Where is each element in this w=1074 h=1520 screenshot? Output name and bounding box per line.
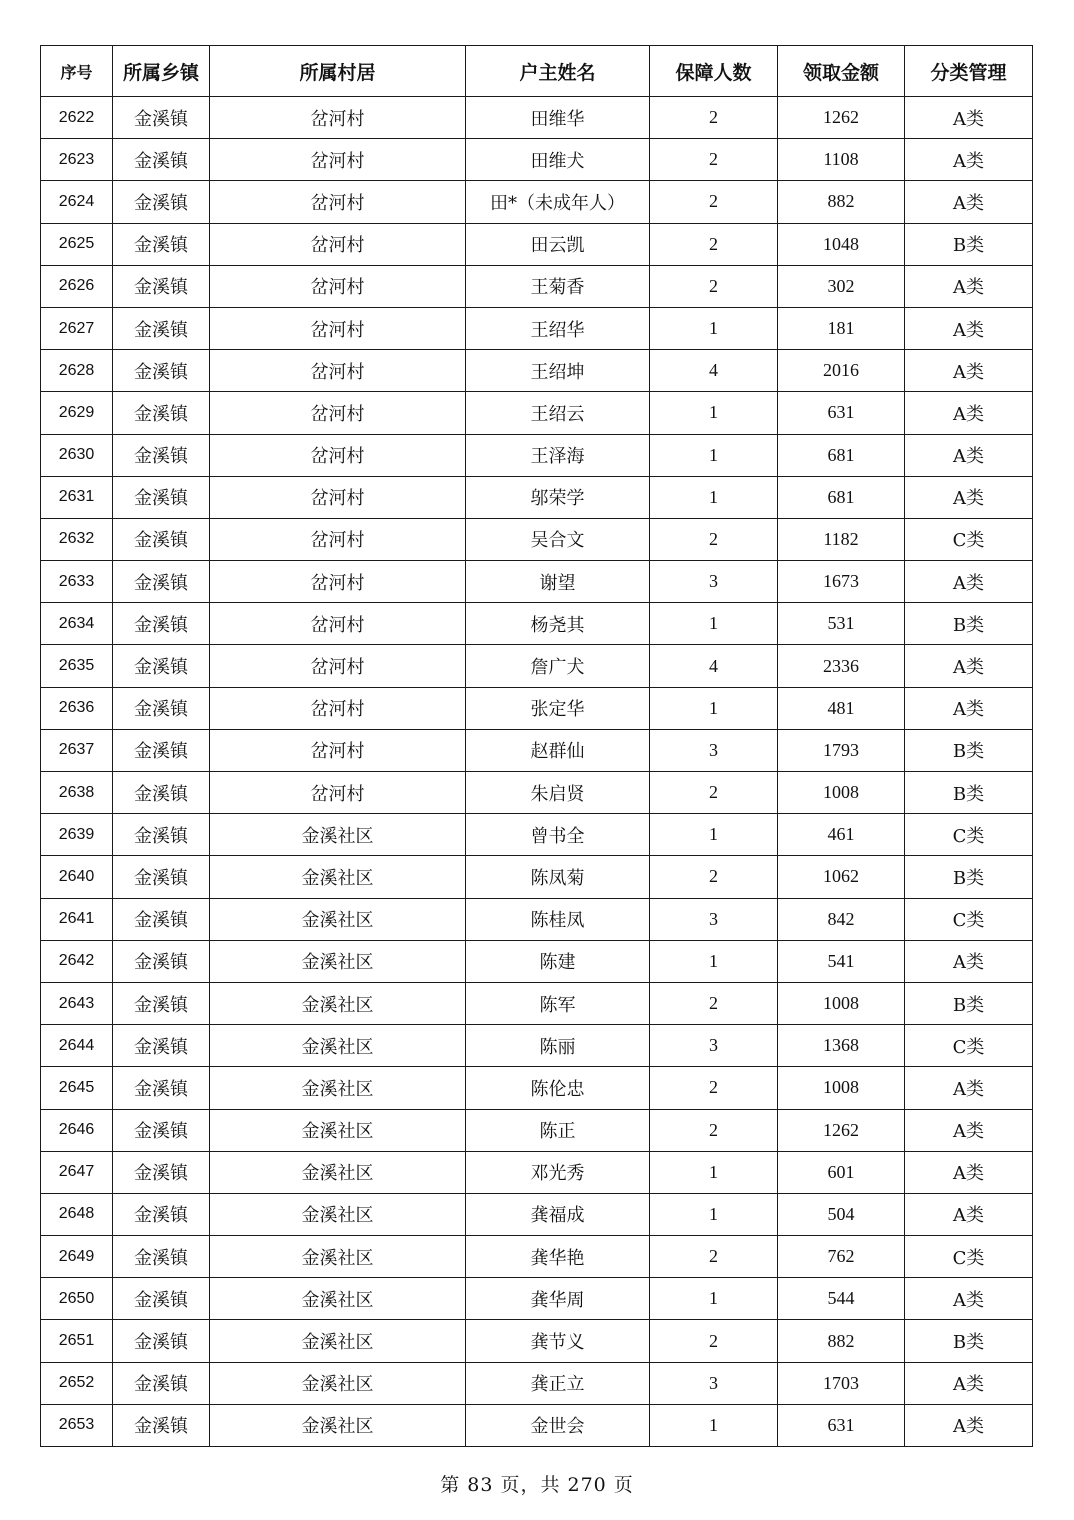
cell-category: A类 [905, 181, 1033, 223]
cell-covered-persons: 2 [650, 223, 778, 265]
cell-township: 金溪镇 [113, 940, 210, 982]
cell-village: 岔河村 [210, 561, 466, 603]
cell-serial-number: 2626 [41, 265, 113, 307]
table-body [41, 97, 1033, 1447]
cell-village: 岔河村 [210, 139, 466, 181]
header-amount: 领取金额 [778, 46, 905, 97]
cell-township: 金溪镇 [113, 856, 210, 898]
cell-amount: 681 [778, 434, 905, 476]
cell-household-head: 王泽海 [466, 434, 650, 476]
cell-village: 岔河村 [210, 307, 466, 349]
cell-amount: 1262 [778, 1109, 905, 1151]
cell-household-head: 曾书全 [466, 814, 650, 856]
cell-township: 金溪镇 [113, 139, 210, 181]
table-row [41, 1109, 1033, 1151]
cell-amount: 1703 [778, 1362, 905, 1404]
cell-category: A类 [905, 97, 1033, 139]
cell-township: 金溪镇 [113, 434, 210, 476]
cell-household-head: 谢望 [466, 561, 650, 603]
cell-category: A类 [905, 1067, 1033, 1109]
cell-village: 岔河村 [210, 181, 466, 223]
cell-serial-number: 2622 [41, 97, 113, 139]
cell-category: B类 [905, 603, 1033, 645]
table-row [41, 1151, 1033, 1193]
cell-household-head: 王菊香 [466, 265, 650, 307]
cell-covered-persons: 1 [650, 1404, 778, 1446]
table-row [41, 434, 1033, 476]
header-serial-number: 序号 [41, 46, 113, 97]
table-row [41, 1362, 1033, 1404]
cell-township: 金溪镇 [113, 687, 210, 729]
cell-village: 岔河村 [210, 603, 466, 645]
cell-township: 金溪镇 [113, 1404, 210, 1446]
cell-township: 金溪镇 [113, 814, 210, 856]
cell-household-head: 詹广犬 [466, 645, 650, 687]
cell-amount: 1108 [778, 139, 905, 181]
cell-household-head: 杨尧其 [466, 603, 650, 645]
cell-amount: 302 [778, 265, 905, 307]
header-covered-persons: 保障人数 [650, 46, 778, 97]
cell-amount: 1673 [778, 561, 905, 603]
cell-covered-persons: 3 [650, 1025, 778, 1067]
cell-village: 金溪社区 [210, 1236, 466, 1278]
cell-amount: 631 [778, 1404, 905, 1446]
cell-amount: 181 [778, 307, 905, 349]
cell-village: 岔河村 [210, 772, 466, 814]
table-row [41, 97, 1033, 139]
cell-household-head: 王绍坤 [466, 350, 650, 392]
cell-category: B类 [905, 1320, 1033, 1362]
assistance-roster-table [40, 45, 1033, 1447]
cell-serial-number: 2627 [41, 307, 113, 349]
cell-category: A类 [905, 940, 1033, 982]
cell-village: 金溪社区 [210, 1193, 466, 1235]
table-row [41, 1236, 1033, 1278]
cell-household-head: 田维犬 [466, 139, 650, 181]
cell-township: 金溪镇 [113, 729, 210, 771]
cell-village: 岔河村 [210, 392, 466, 434]
cell-serial-number: 2640 [41, 856, 113, 898]
cell-serial-number: 2624 [41, 181, 113, 223]
cell-township: 金溪镇 [113, 1067, 210, 1109]
cell-category: C类 [905, 1236, 1033, 1278]
cell-category: B类 [905, 856, 1033, 898]
cell-amount: 601 [778, 1151, 905, 1193]
cell-category: A类 [905, 1362, 1033, 1404]
cell-category: B类 [905, 729, 1033, 771]
cell-household-head: 陈军 [466, 982, 650, 1024]
cell-amount: 544 [778, 1278, 905, 1320]
cell-amount: 1008 [778, 982, 905, 1024]
cell-village: 金溪社区 [210, 1320, 466, 1362]
cell-household-head: 邓光秀 [466, 1151, 650, 1193]
cell-village: 岔河村 [210, 265, 466, 307]
cell-serial-number: 2642 [41, 940, 113, 982]
cell-village: 岔河村 [210, 223, 466, 265]
cell-township: 金溪镇 [113, 1278, 210, 1320]
table-row [41, 181, 1033, 223]
cell-covered-persons: 3 [650, 898, 778, 940]
cell-household-head: 赵群仙 [466, 729, 650, 771]
cell-household-head: 陈正 [466, 1109, 650, 1151]
cell-serial-number: 2633 [41, 561, 113, 603]
cell-household-head: 金世会 [466, 1404, 650, 1446]
cell-serial-number: 2639 [41, 814, 113, 856]
cell-household-head: 朱启贤 [466, 772, 650, 814]
cell-category: B类 [905, 982, 1033, 1024]
header-village: 所属村居 [210, 46, 466, 97]
table-row [41, 392, 1033, 434]
cell-household-head: 龚福成 [466, 1193, 650, 1235]
cell-serial-number: 2637 [41, 729, 113, 771]
table-row [41, 982, 1033, 1024]
cell-category: A类 [905, 139, 1033, 181]
cell-covered-persons: 2 [650, 1067, 778, 1109]
cell-township: 金溪镇 [113, 645, 210, 687]
cell-township: 金溪镇 [113, 392, 210, 434]
cell-amount: 1262 [778, 97, 905, 139]
table-row [41, 603, 1033, 645]
table-row [41, 350, 1033, 392]
cell-covered-persons: 1 [650, 940, 778, 982]
table-row [41, 814, 1033, 856]
cell-covered-persons: 1 [650, 687, 778, 729]
table-row [41, 687, 1033, 729]
cell-category: C类 [905, 814, 1033, 856]
cell-serial-number: 2636 [41, 687, 113, 729]
cell-amount: 681 [778, 476, 905, 518]
cell-household-head: 邬荣学 [466, 476, 650, 518]
cell-covered-persons: 1 [650, 392, 778, 434]
cell-covered-persons: 2 [650, 265, 778, 307]
cell-village: 金溪社区 [210, 1404, 466, 1446]
cell-amount: 481 [778, 687, 905, 729]
cell-covered-persons: 2 [650, 181, 778, 223]
cell-township: 金溪镇 [113, 1151, 210, 1193]
cell-amount: 1182 [778, 518, 905, 560]
cell-household-head: 龚节义 [466, 1320, 650, 1362]
cell-category: A类 [905, 1109, 1033, 1151]
cell-covered-persons: 2 [650, 856, 778, 898]
cell-household-head: 龚正立 [466, 1362, 650, 1404]
cell-village: 金溪社区 [210, 940, 466, 982]
cell-covered-persons: 2 [650, 139, 778, 181]
cell-covered-persons: 2 [650, 518, 778, 560]
cell-serial-number: 2652 [41, 1362, 113, 1404]
table-header [41, 46, 1033, 97]
cell-household-head: 陈桂凤 [466, 898, 650, 940]
header-row [41, 46, 1033, 97]
cell-category: A类 [905, 1404, 1033, 1446]
cell-serial-number: 2638 [41, 772, 113, 814]
cell-township: 金溪镇 [113, 350, 210, 392]
cell-amount: 842 [778, 898, 905, 940]
cell-village: 岔河村 [210, 518, 466, 560]
cell-township: 金溪镇 [113, 518, 210, 560]
cell-village: 金溪社区 [210, 1362, 466, 1404]
table-row [41, 1193, 1033, 1235]
table-row [41, 940, 1033, 982]
cell-household-head: 龚华周 [466, 1278, 650, 1320]
cell-category: C类 [905, 1025, 1033, 1067]
cell-serial-number: 2632 [41, 518, 113, 560]
cell-village: 金溪社区 [210, 1067, 466, 1109]
table-row [41, 1278, 1033, 1320]
cell-amount: 762 [778, 1236, 905, 1278]
cell-village: 岔河村 [210, 645, 466, 687]
cell-covered-persons: 2 [650, 1320, 778, 1362]
cell-township: 金溪镇 [113, 1109, 210, 1151]
cell-covered-persons: 1 [650, 603, 778, 645]
cell-village: 金溪社区 [210, 1278, 466, 1320]
cell-township: 金溪镇 [113, 982, 210, 1024]
cell-household-head: 吴合文 [466, 518, 650, 560]
cell-township: 金溪镇 [113, 476, 210, 518]
cell-covered-persons: 3 [650, 729, 778, 771]
cell-household-head: 陈丽 [466, 1025, 650, 1067]
cell-covered-persons: 1 [650, 1278, 778, 1320]
cell-village: 岔河村 [210, 350, 466, 392]
cell-serial-number: 2628 [41, 350, 113, 392]
table-row [41, 1404, 1033, 1446]
cell-covered-persons: 3 [650, 561, 778, 603]
cell-serial-number: 2623 [41, 139, 113, 181]
cell-household-head: 田云凯 [466, 223, 650, 265]
cell-amount: 882 [778, 1320, 905, 1362]
cell-township: 金溪镇 [113, 1362, 210, 1404]
table-row [41, 1067, 1033, 1109]
table-row [41, 561, 1033, 603]
cell-household-head: 张定华 [466, 687, 650, 729]
cell-amount: 631 [778, 392, 905, 434]
cell-covered-persons: 2 [650, 772, 778, 814]
cell-covered-persons: 1 [650, 814, 778, 856]
cell-covered-persons: 2 [650, 1109, 778, 1151]
cell-household-head: 田维华 [466, 97, 650, 139]
cell-serial-number: 2625 [41, 223, 113, 265]
cell-township: 金溪镇 [113, 307, 210, 349]
cell-household-head: 龚华艳 [466, 1236, 650, 1278]
cell-household-head: 陈凤菊 [466, 856, 650, 898]
cell-covered-persons: 1 [650, 434, 778, 476]
cell-village: 金溪社区 [210, 1025, 466, 1067]
cell-category: C类 [905, 518, 1033, 560]
cell-serial-number: 2629 [41, 392, 113, 434]
cell-serial-number: 2644 [41, 1025, 113, 1067]
cell-township: 金溪镇 [113, 1320, 210, 1362]
cell-category: A类 [905, 476, 1033, 518]
cell-serial-number: 2649 [41, 1236, 113, 1278]
table-row [41, 856, 1033, 898]
cell-category: A类 [905, 350, 1033, 392]
table-row [41, 898, 1033, 940]
cell-serial-number: 2648 [41, 1193, 113, 1235]
cell-township: 金溪镇 [113, 181, 210, 223]
table-row [41, 1025, 1033, 1067]
cell-amount: 2016 [778, 350, 905, 392]
cell-category: A类 [905, 1151, 1033, 1193]
table-row [41, 1320, 1033, 1362]
cell-amount: 1008 [778, 772, 905, 814]
cell-serial-number: 2651 [41, 1320, 113, 1362]
cell-village: 岔河村 [210, 97, 466, 139]
cell-village: 岔河村 [210, 687, 466, 729]
cell-amount: 1368 [778, 1025, 905, 1067]
cell-township: 金溪镇 [113, 1025, 210, 1067]
cell-category: A类 [905, 307, 1033, 349]
table-row [41, 772, 1033, 814]
header-category: 分类管理 [905, 46, 1033, 97]
cell-township: 金溪镇 [113, 97, 210, 139]
cell-category: A类 [905, 265, 1033, 307]
cell-amount: 1062 [778, 856, 905, 898]
cell-township: 金溪镇 [113, 1236, 210, 1278]
cell-township: 金溪镇 [113, 772, 210, 814]
cell-covered-persons: 2 [650, 982, 778, 1024]
table-row [41, 518, 1033, 560]
cell-covered-persons: 1 [650, 307, 778, 349]
cell-amount: 531 [778, 603, 905, 645]
cell-serial-number: 2631 [41, 476, 113, 518]
cell-category: B类 [905, 772, 1033, 814]
cell-village: 金溪社区 [210, 1151, 466, 1193]
cell-household-head: 田*（未成年人） [466, 181, 650, 223]
cell-serial-number: 2646 [41, 1109, 113, 1151]
cell-category: B类 [905, 223, 1033, 265]
cell-serial-number: 2641 [41, 898, 113, 940]
cell-category: A类 [905, 645, 1033, 687]
cell-amount: 2336 [778, 645, 905, 687]
table-row [41, 265, 1033, 307]
cell-village: 金溪社区 [210, 898, 466, 940]
cell-village: 岔河村 [210, 434, 466, 476]
cell-serial-number: 2635 [41, 645, 113, 687]
cell-household-head: 陈伦忠 [466, 1067, 650, 1109]
cell-village: 金溪社区 [210, 814, 466, 856]
cell-township: 金溪镇 [113, 561, 210, 603]
cell-serial-number: 2643 [41, 982, 113, 1024]
cell-category: A类 [905, 1193, 1033, 1235]
cell-serial-number: 2653 [41, 1404, 113, 1446]
cell-covered-persons: 3 [650, 1362, 778, 1404]
cell-covered-persons: 1 [650, 1193, 778, 1235]
page-number-footer: 第 83 页，共 270 页 [440, 1474, 634, 1496]
cell-township: 金溪镇 [113, 603, 210, 645]
cell-township: 金溪镇 [113, 265, 210, 307]
cell-village: 岔河村 [210, 476, 466, 518]
cell-township: 金溪镇 [113, 1193, 210, 1235]
table-row [41, 223, 1033, 265]
cell-amount: 461 [778, 814, 905, 856]
cell-category: A类 [905, 434, 1033, 476]
cell-amount: 541 [778, 940, 905, 982]
cell-village: 金溪社区 [210, 1109, 466, 1151]
cell-serial-number: 2647 [41, 1151, 113, 1193]
cell-township: 金溪镇 [113, 898, 210, 940]
cell-village: 岔河村 [210, 729, 466, 771]
table-row [41, 476, 1033, 518]
cell-covered-persons: 2 [650, 1236, 778, 1278]
cell-serial-number: 2650 [41, 1278, 113, 1320]
cell-category: A类 [905, 1278, 1033, 1320]
cell-township: 金溪镇 [113, 223, 210, 265]
cell-amount: 1008 [778, 1067, 905, 1109]
cell-serial-number: 2634 [41, 603, 113, 645]
cell-household-head: 陈建 [466, 940, 650, 982]
table-row [41, 139, 1033, 181]
cell-covered-persons: 2 [650, 97, 778, 139]
cell-serial-number: 2630 [41, 434, 113, 476]
table-row [41, 729, 1033, 771]
cell-category: C类 [905, 898, 1033, 940]
table-row [41, 307, 1033, 349]
cell-category: A类 [905, 392, 1033, 434]
cell-amount: 504 [778, 1193, 905, 1235]
header-township: 所属乡镇 [113, 46, 210, 97]
cell-amount: 882 [778, 181, 905, 223]
header-household-head: 户主姓名 [466, 46, 650, 97]
cell-serial-number: 2645 [41, 1067, 113, 1109]
cell-category: A类 [905, 687, 1033, 729]
cell-covered-persons: 1 [650, 476, 778, 518]
cell-household-head: 王绍华 [466, 307, 650, 349]
cell-category: A类 [905, 561, 1033, 603]
cell-covered-persons: 4 [650, 645, 778, 687]
table-row [41, 645, 1033, 687]
cell-village: 金溪社区 [210, 982, 466, 1024]
cell-village: 金溪社区 [210, 856, 466, 898]
cell-amount: 1793 [778, 729, 905, 771]
cell-covered-persons: 1 [650, 1151, 778, 1193]
cell-amount: 1048 [778, 223, 905, 265]
cell-household-head: 王绍云 [466, 392, 650, 434]
cell-covered-persons: 4 [650, 350, 778, 392]
